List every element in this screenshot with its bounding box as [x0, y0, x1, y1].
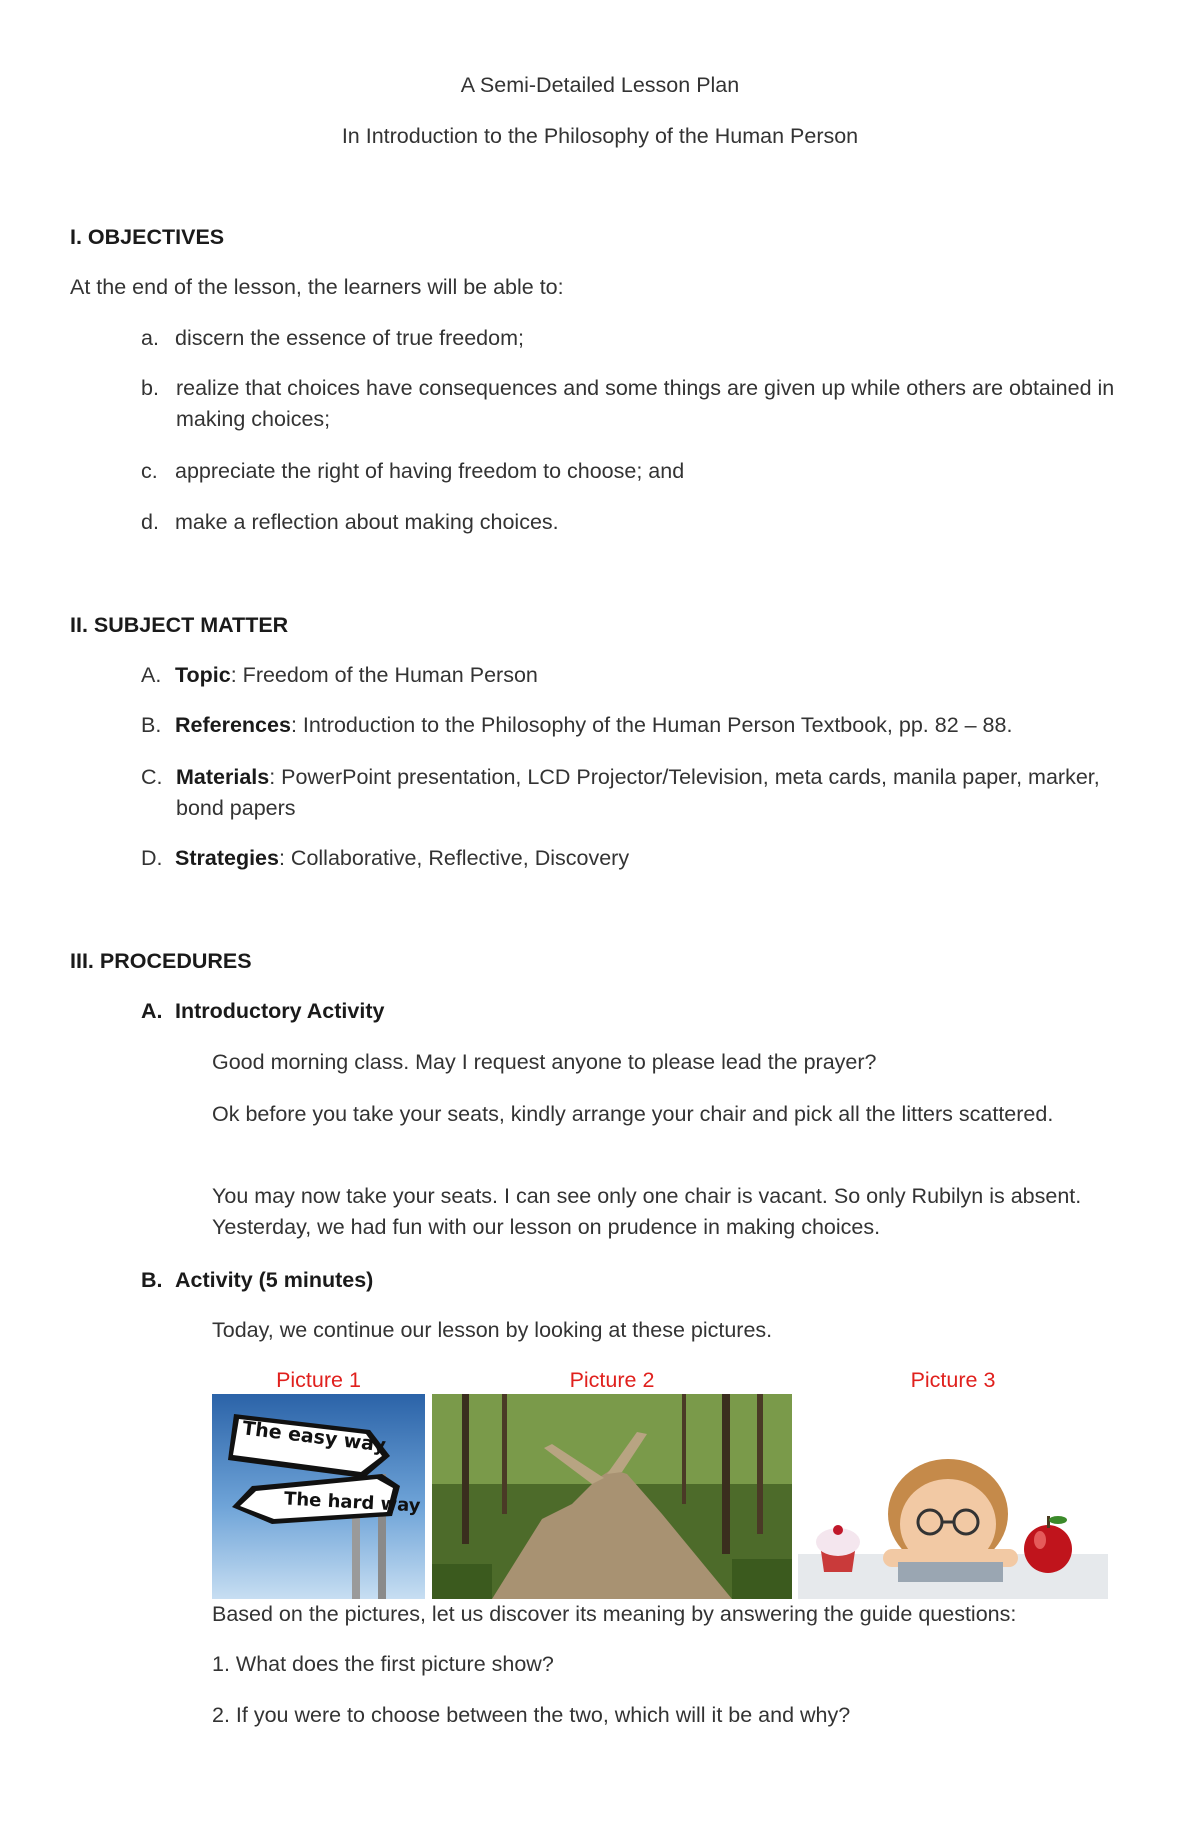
paragraph: Today, we continue our lesson by looking at these pictures. [212, 1318, 773, 1342]
subject-text: : Introduction to the Philosophy of the Human Person Textbook, pp. 82 – 88. [290, 713, 1013, 737]
objectives-intro: At the end of the lesson, the learners will be able to: [70, 275, 564, 299]
picture-label: Picture 2 [569, 1368, 655, 1392]
picture-label: Picture 3 [910, 1368, 996, 1392]
picture-label: Picture 1 [276, 1368, 361, 1392]
sign-easy-way: The easy way [241, 1417, 387, 1457]
guide-question: 2. If you were to choose between the two, which will it be and why? [212, 1703, 851, 1727]
subject-label: Strategies [175, 846, 279, 870]
subject-text: : Freedom of the Human Person [230, 663, 538, 687]
activity-heading [141, 1265, 373, 1296]
subject-matter-heading: II. SUBJECT MATTER [70, 613, 289, 637]
objective-item [141, 373, 1121, 435]
subject-item-strategies [141, 843, 629, 874]
boy-choice-illustration [798, 1394, 1108, 1599]
list-marker: b. [141, 376, 159, 400]
list-marker: B. [141, 1268, 163, 1292]
paragraph: Ok before you take your seats, kindly arrange your chair and pick all the litters scattered. [212, 1102, 1054, 1126]
procedures-heading: III. PROCEDURES [70, 949, 252, 973]
objective-item [141, 456, 684, 487]
section-title: Activity (5 minutes) [175, 1268, 374, 1292]
list-marker: B. [141, 713, 162, 737]
introductory-activity-heading [141, 996, 384, 1027]
list-marker: D. [141, 846, 163, 870]
list-marker: c. [141, 459, 158, 483]
list-marker: A. [141, 663, 162, 687]
objective-item [141, 323, 524, 354]
section-title: Introductory Activity [175, 999, 385, 1023]
subject-item-references [141, 710, 1012, 741]
list-marker: d. [141, 510, 159, 534]
paragraph: Good morning class. May I request anyone to please lead the prayer? [212, 1050, 877, 1074]
subject-item-topic [141, 660, 538, 691]
subject-text: : Collaborative, Reflective, Discovery [278, 846, 630, 870]
objective-text: appreciate the right of having freedom to choose; and [175, 459, 685, 483]
objective-text: realize that choices have consequences and some things are given up while others are obtained in making choices; [176, 376, 1115, 431]
objective-text: make a reflection about making choices. [175, 510, 559, 534]
sign-hard-way: The hard way [283, 1488, 421, 1517]
guide-question: 1. What does the first picture show? [212, 1652, 554, 1676]
subject-label: Materials [176, 765, 270, 789]
list-marker: a. [141, 326, 159, 350]
list-marker: A. [141, 999, 163, 1023]
objectives-heading: I. OBJECTIVES [70, 225, 225, 249]
picture-boy-choice [798, 1394, 1108, 1599]
subject-item-materials [141, 762, 1126, 824]
paragraph: You may now take your seats. I can see only one chair is vacant. So only Rubilyn is absent. Yesterday, we had fun with our lesson on prudence in making choices. [212, 1184, 1082, 1239]
list-marker: C. [141, 765, 163, 789]
paragraph: Based on the pictures, let us discover its meaning by answering the guide questions: [212, 1602, 1017, 1626]
page-title: A Semi-Detailed Lesson Plan [460, 73, 740, 97]
picture-road-signs [212, 1394, 425, 1599]
subject-text: : PowerPoint presentation, LCD Projector/Television, meta cards, manila paper, marker, bond papers [176, 765, 1100, 820]
subject-label: References [175, 713, 291, 737]
subject-label: Topic [175, 663, 231, 687]
picture-forest-path [432, 1394, 792, 1599]
forest-path-illustration [432, 1394, 792, 1599]
objective-text: discern the essence of true freedom; [175, 326, 524, 350]
page-subtitle: In Introduction to the Philosophy of the Human Person [341, 124, 859, 148]
objective-item [141, 507, 559, 538]
